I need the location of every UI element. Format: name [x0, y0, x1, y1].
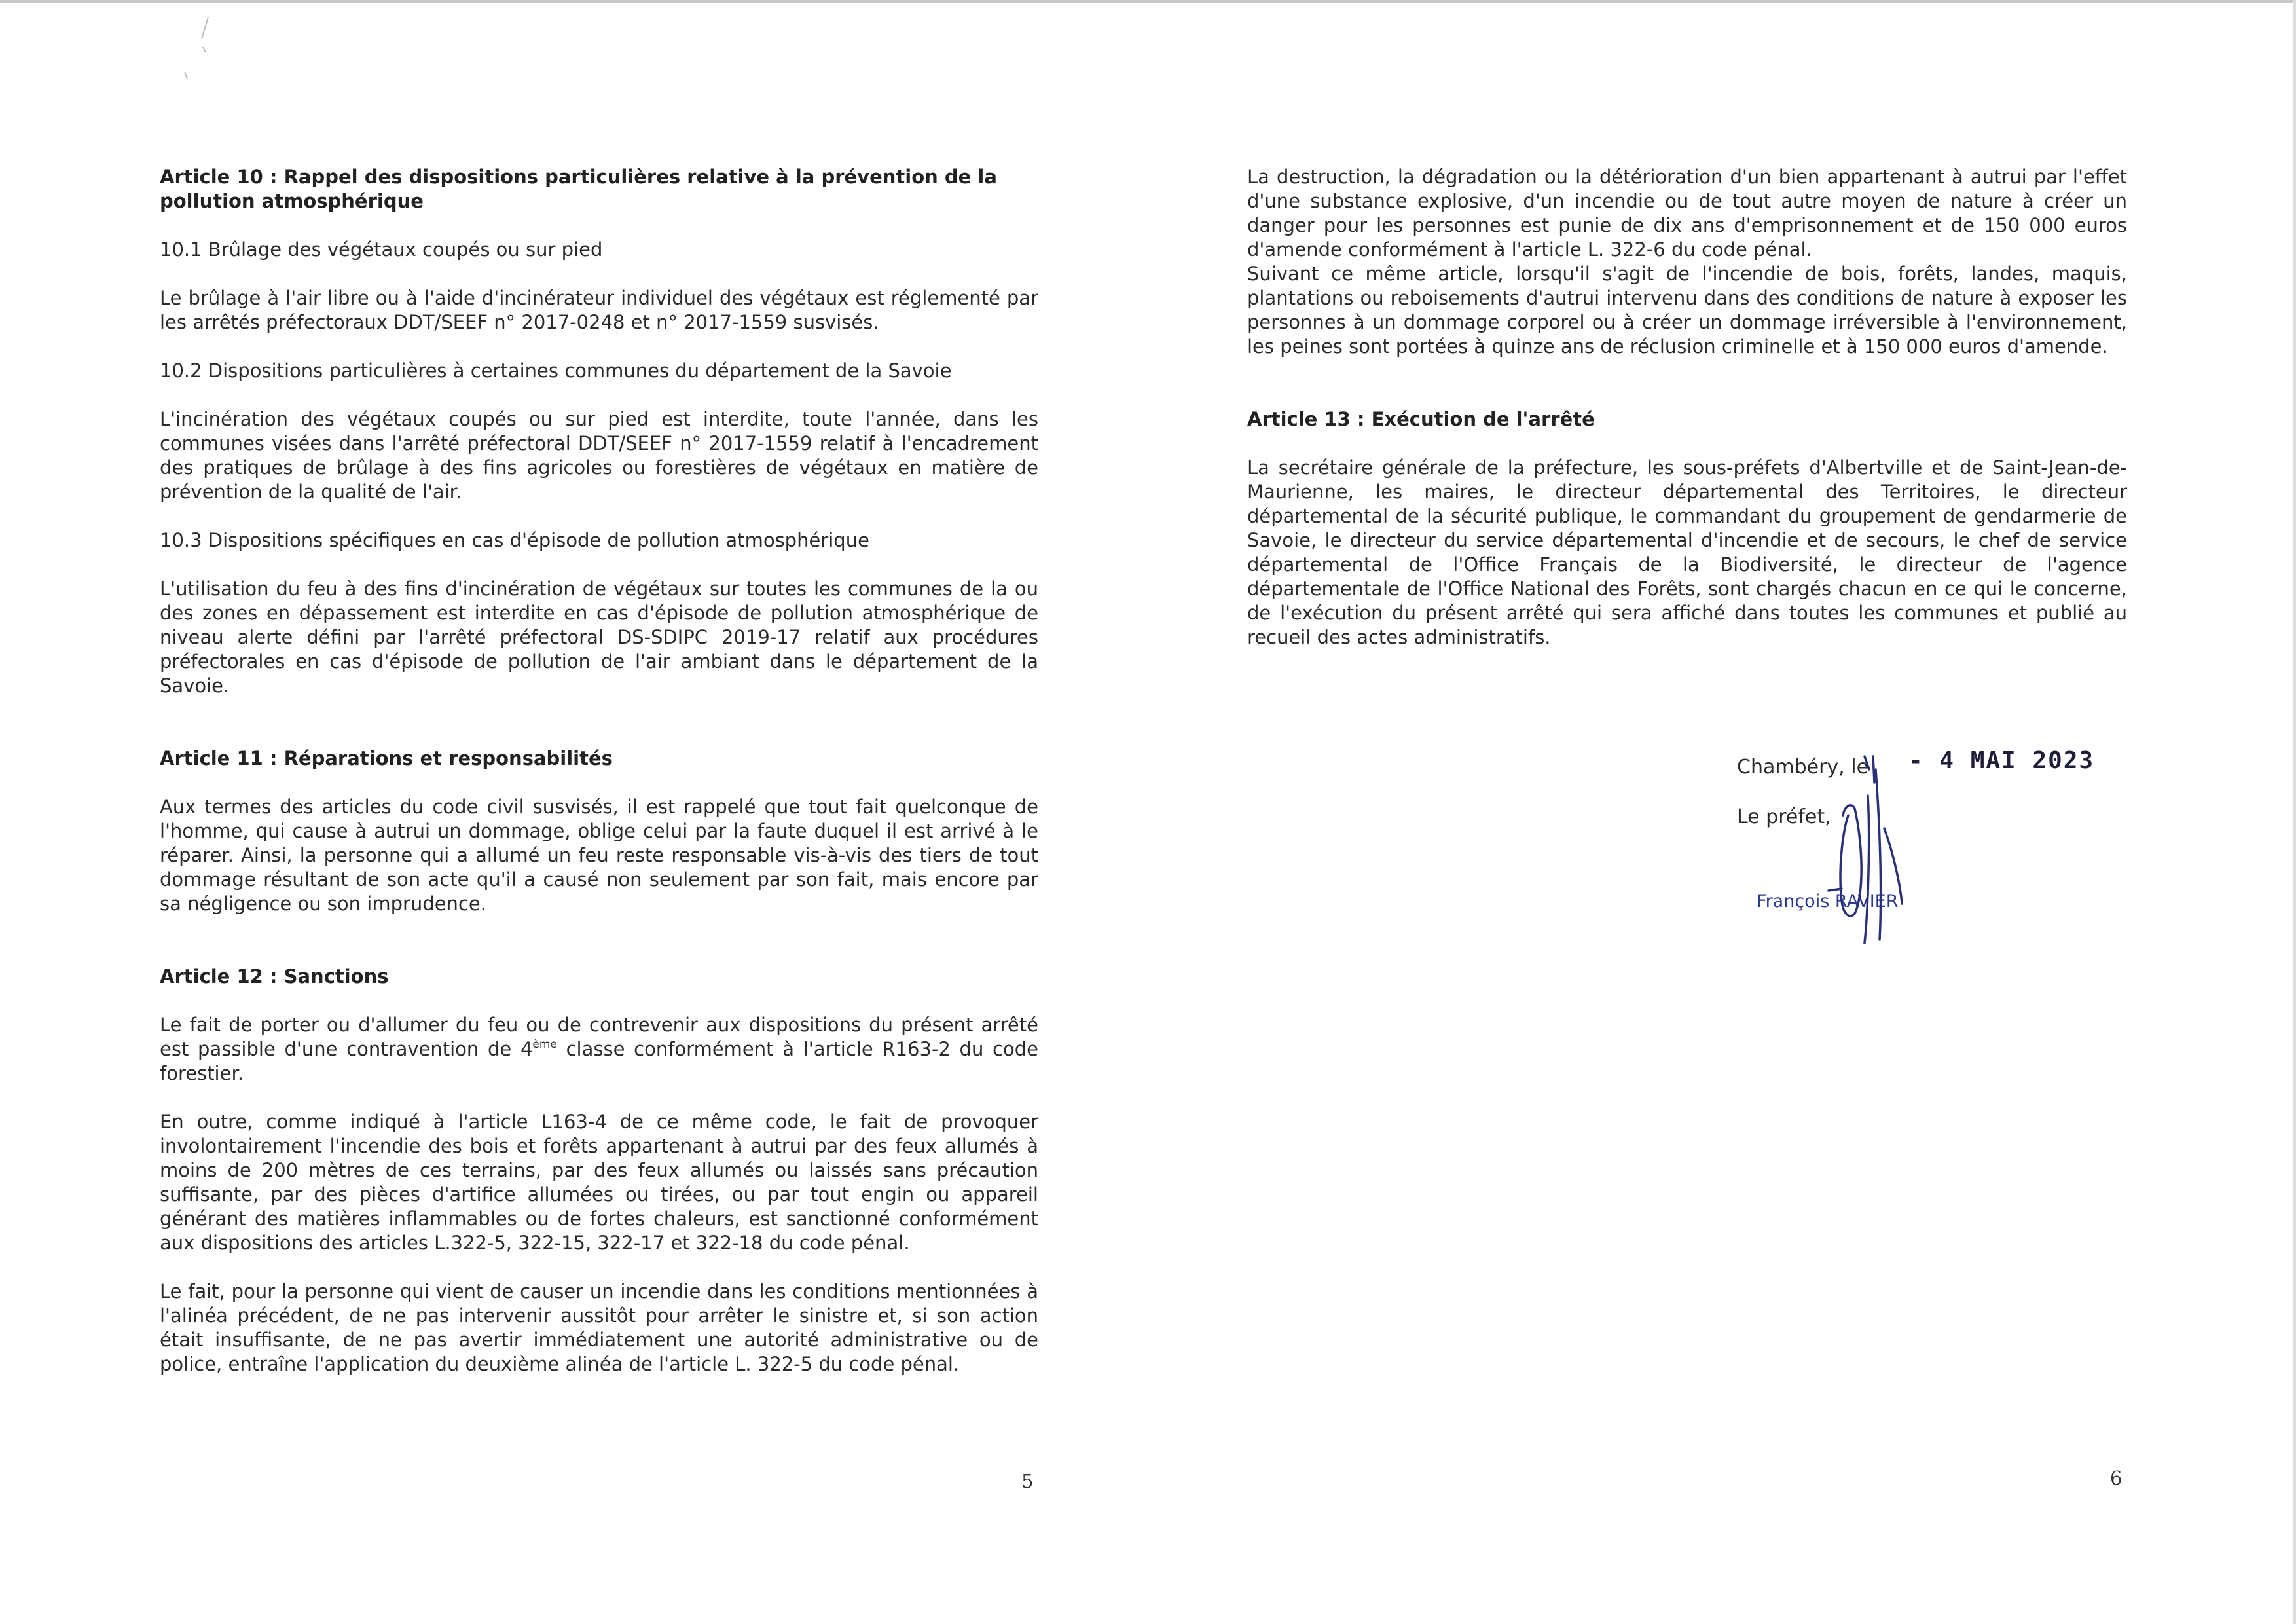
right-column [1247, 165, 2127, 674]
section-10-1-text: Le brûlage à l'air libre ou à l'aide d'incinérateur individuel des végétaux est réglementé par les arrêtés préfectoraux DDT/SEEF n° 2017-0248 et n° 2017-1559 susvisés. [160, 287, 1038, 333]
section-10-1-title: 10.1 Brûlage des végétaux coupés ou sur pied [160, 238, 603, 261]
article-13-title: Article 13 : Exécution de l'arrêté [1247, 408, 1595, 430]
article-13-text: La secrétaire générale de la préfecture, les sous-préfets d'Albertville et de Saint-Jean-de-Maurienne, les maires, le directeur départemental des Territoires, le directeur départemental de la sécurité publique, le commandant du groupement de gendarmerie de Savoie, le directeur du service départemental d'incendie et de secours, le chef de service départemental de l'Office Français de la Biodiversité, le directeur de l'agence départementale de l'Office National des Forêts, sont chargés chacun en ce qui le concerne, de l'exécution du présent arrêté qui sera affiché dans toutes les communes et publié au recueil des actes administratifs. [1247, 456, 2127, 648]
margin-pen-mark [177, 13, 216, 85]
article-12-paragraph-1 [160, 1013, 1038, 1086]
article-11-title: Article 11 : Réparations et responsabilités [160, 747, 613, 769]
article-12-p1-end: classe conformément à l'article R163-2 du code forestier. [160, 1038, 1038, 1084]
article-12-p1-start: Le fait de porter ou d'allumer du feu ou de contrevenir aux dispositions du présent arrêté est passible d'une contravention de 4 [160, 1014, 1038, 1060]
date-stamp: - 4 MAI 2023 [1908, 747, 2095, 774]
article-12-paragraph-3: Le fait, pour la personne qui vient de causer un incendie dans les conditions mentionnées à l'alinéa précédent, de ne pas intervenir aussitôt pour arrêter le sinistre et, si son action était insuffisante, de ne pas avertir immédiatement une autorité administrative ou de police, entraîne l'application du deuxième alinéa de l'article L. 322-5 du code pénal. [160, 1280, 1038, 1375]
page-number: 5 [1021, 1470, 1034, 1492]
article-12-paragraph-2: En outre, comme indiqué à l'article L163-4 de ce même code, le fait de provoquer involontairement l'incendie des bois et forêts appartenant à autrui par des feux allumés à moins de 200 mètres de ces terrains, par des feux allumés ou laissés sans précaution suffisante, par des pièces d'artifice allumées ou tirées, ou par tout engin ou appareil générant des matières inflammables ou de fortes chaleurs, est sanctionné conformément aux dispositions des articles L.322-5, 322-15, 322-17 et 322-18 du code pénal. [160, 1111, 1038, 1254]
section-10-2-text: L'incinération des végétaux coupés ou sur pied est interdite, toute l'année, dans les communes visées dans l'arrêté préfectoral DDT/SEEF n° 2017-1559 relatif à l'encadrement des pratiques de brûlage à des fins agricoles ou forestières de végétaux en matière de prévention de la qualité de l'air. [160, 408, 1038, 503]
penalty-paragraph-2: Suivant ce même article, lorsqu'il s'agit de l'incendie de bois, forêts, landes, maquis, plantations ou reboisements d'autrui intervenu dans des conditions de nature à exposer les personnes à un dommage corporel ou à créer un dommage irréversible à l'environnement, les peines sont portées à quinze ans de réclusion criminelle et à 150 000 euros d'amende. [1247, 263, 2127, 358]
signature-place: Chambéry, le [1737, 756, 1869, 779]
article-11-text: Aux termes des articles du code civil susvisés, il est rappelé que tout fait quelconque de l'homme, qui cause à autrui un dommage, oblige celui par la faute duquel il est arrivé à le réparer. Ainsi, la personne qui a allumé un feu reste responsable vis-à-vis des tiers de tout dommage résultant de son acte qu'il a causé non seulement par son fait, mais encore par sa négligence ou son imprudence. [160, 796, 1038, 915]
penalty-paragraph-1: La destruction, la dégradation ou la détérioration d'un bien appartenant à autrui par l'effet d'une substance explosive, d'un incendie ou de tout autre moyen de nature à créer un danger pour les personnes est punie de dix ans d'emprisonnement et de 150 000 euros d'amende conformément à l'article L. 322-6 du code pénal. [1247, 166, 2127, 261]
section-10-2-title: 10.2 Dispositions particulières à certaines communes du département de la Savoie [160, 360, 952, 382]
signatory-title: Le préfet, [1737, 805, 1831, 828]
page-number: 6 [2110, 1467, 2123, 1489]
left-column [160, 165, 1038, 1376]
section-10-3-title: 10.3 Dispositions spécifiques en cas d'épisode de pollution atmosphérique [160, 529, 869, 551]
superscript-eme: ème [532, 1038, 557, 1051]
article-12-title: Article 12 : Sanctions [160, 965, 389, 987]
article-10-title: Article 10 : Rappel des dispositions particulières relative à la prévention de la pollution atmosphérique [160, 166, 997, 212]
signatory-name: François RAVIER [1757, 891, 1899, 912]
handwritten-signature [1802, 743, 1946, 953]
section-10-3-text: L'utilisation du feu à des fins d'incinération de végétaux sur toutes les communes de la ou des zones en dépassement est interdite en cas d'épisode de pollution atmosphérique de niveau alerte défini par l'arrêté préfectoral DS-SDIPC 2019-17 relatif aux procédures préfectorales en cas d'épisode de pollution de l'air ambiant dans le département de la Savoie. [160, 578, 1038, 697]
page-6 [1148, 0, 2296, 1624]
